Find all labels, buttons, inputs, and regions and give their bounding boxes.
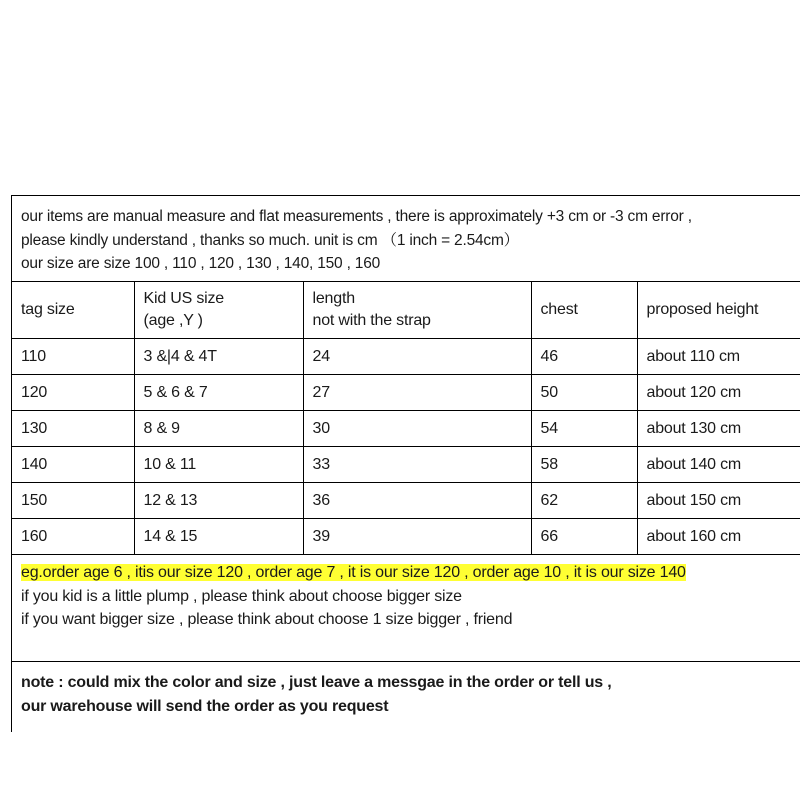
cell-length: 39	[303, 519, 531, 555]
cell-tag: 150	[12, 483, 134, 519]
cell-kid-us: 3 &|4 & 4T	[134, 339, 303, 375]
intro-line-2: please kindly understand , thanks so much. unit is cm （1 inch = 2.54cm）	[21, 231, 519, 249]
highlighted-example: eg.order age 6 , itis our size 120 , order age 7 , it is our size 120 , order age 10 , it is our size 140	[21, 564, 686, 581]
header-kid-us-size-line1: Kid US size	[143, 290, 224, 307]
intro-line-1: our items are manual measure and flat measurements , there is approximately +3 cm or -3 cm error ,	[21, 208, 692, 225]
cell-height: about 140 cm	[637, 447, 800, 483]
cell-height: about 120 cm	[637, 375, 800, 411]
intro-section	[12, 196, 800, 282]
cell-chest: 50	[531, 375, 637, 411]
table-header-row	[12, 282, 800, 339]
cell-height: about 160 cm	[637, 519, 800, 555]
header-length	[303, 282, 531, 339]
cell-length: 33	[303, 447, 531, 483]
header-proposed-height: proposed height	[637, 282, 800, 339]
table-row	[12, 375, 800, 411]
intro-line-3: our size are size 100 , 110 , 120 , 130 , 140, 150 , 160	[21, 255, 381, 272]
notes-section	[12, 555, 800, 662]
header-length-line2: not with the strap	[312, 312, 431, 329]
cell-chest: 54	[531, 411, 637, 447]
cell-height: about 150 cm	[637, 483, 800, 519]
notes-line-3: if you want bigger size , please think about choose 1 size bigger , friend	[21, 611, 513, 628]
header-tag-size: tag size	[12, 282, 134, 339]
cell-kid-us: 14 & 15	[134, 519, 303, 555]
cell-tag: 160	[12, 519, 134, 555]
table-row	[12, 483, 800, 519]
footer-line-1: note : could mix the color and size , just leave a messgae in the order or tell us ,	[21, 674, 612, 691]
cell-tag: 110	[12, 339, 134, 375]
cell-kid-us: 12 & 13	[134, 483, 303, 519]
cell-length: 27	[303, 375, 531, 411]
cell-chest: 66	[531, 519, 637, 555]
header-kid-us-size-line2: (age ,Y )	[143, 312, 203, 329]
cell-length: 36	[303, 483, 531, 519]
cell-chest: 62	[531, 483, 637, 519]
cell-height: about 110 cm	[637, 339, 800, 375]
cell-height: about 130 cm	[637, 411, 800, 447]
cell-length: 30	[303, 411, 531, 447]
table-row	[12, 447, 800, 483]
footer-line-2: our warehouse will send the order as you request	[21, 698, 389, 715]
cell-length: 24	[303, 339, 531, 375]
cell-tag: 140	[12, 447, 134, 483]
cell-chest: 46	[531, 339, 637, 375]
cell-chest: 58	[531, 447, 637, 483]
cell-kid-us: 8 & 9	[134, 411, 303, 447]
notes-line-2: if you kid is a little plump , please think about choose bigger size	[21, 587, 462, 605]
size-chart	[11, 195, 800, 732]
header-kid-us-size	[134, 282, 303, 339]
cell-tag: 120	[12, 375, 134, 411]
table-row	[12, 519, 800, 555]
cell-kid-us: 10 & 11	[134, 447, 303, 483]
cell-tag: 130	[12, 411, 134, 447]
cell-kid-us: 5 & 6 & 7	[134, 375, 303, 411]
table-row	[12, 339, 800, 375]
table-row	[12, 411, 800, 447]
size-table	[12, 282, 800, 555]
header-chest: chest	[531, 282, 637, 339]
footer-note	[12, 662, 800, 732]
header-length-line1: length	[312, 290, 355, 307]
